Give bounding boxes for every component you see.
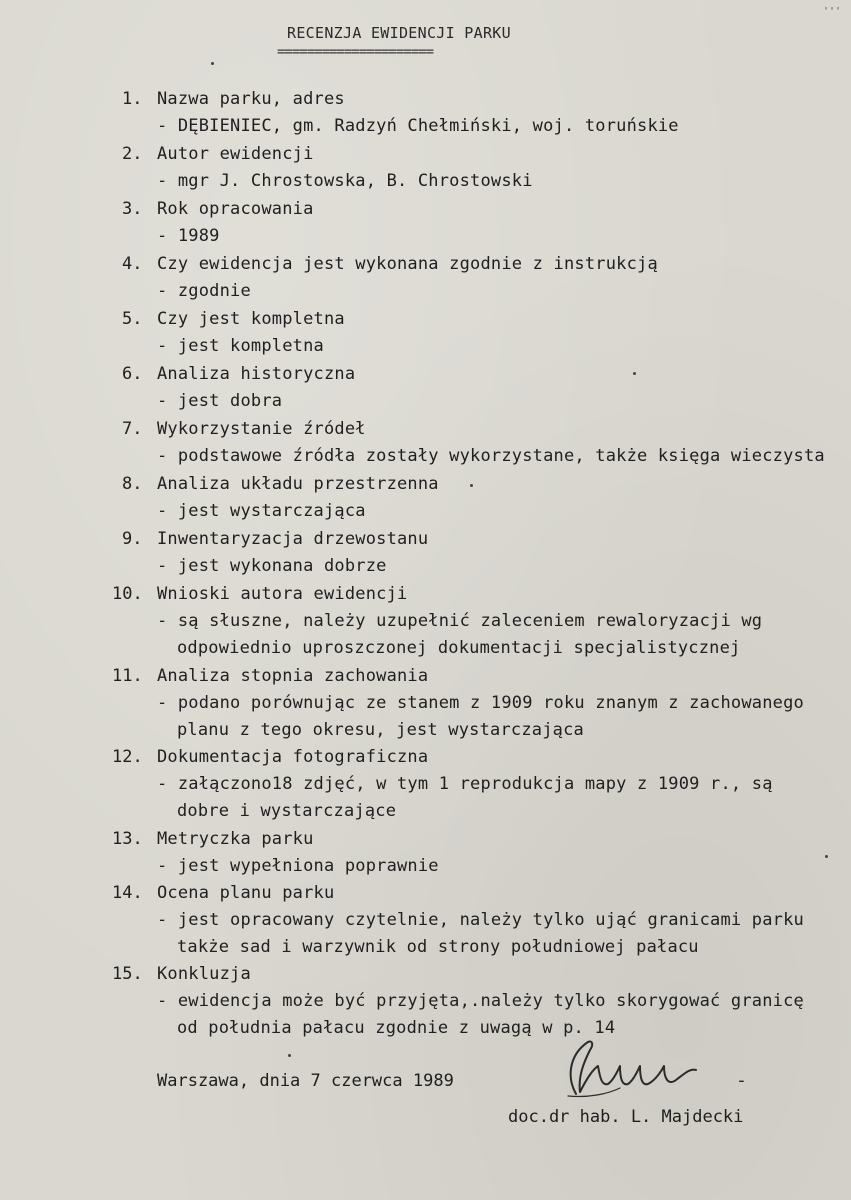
item-heading: Wykorzystanie źródeł: [157, 419, 366, 439]
item-number: 2.: [122, 144, 143, 164]
item-answer: - jest wystarczająca: [157, 501, 366, 521]
item-answer: odpowiednio uproszczonej dokumentacji specjalistycznej: [177, 638, 741, 658]
item-heading: Inwentaryzacja drzewostanu: [157, 529, 429, 549]
stray-mark: [470, 484, 473, 487]
item-number: 6.: [122, 364, 143, 384]
item-number: 14.: [112, 883, 143, 903]
item-heading: Analiza historyczna: [157, 364, 356, 384]
item-heading: Analiza układu przestrzenna: [157, 474, 439, 494]
signer-name: doc.dr hab. L. Majdecki: [508, 1107, 744, 1127]
item-answer: - jest opracowany czytelnie, należy tylko ująć granicami parku: [157, 910, 804, 930]
item-number: 4.: [122, 254, 143, 274]
handwritten-signature: [548, 1036, 758, 1106]
item-answer: - jest wykonana dobrze: [157, 556, 387, 576]
item-number: 8.: [122, 474, 143, 494]
item-answer: dobre i wystarczające: [177, 801, 397, 821]
place-and-date: Warszawa, dnia 7 czerwca 1989: [157, 1071, 454, 1091]
item-number: 15.: [112, 964, 143, 984]
item-heading: Czy jest kompletna: [157, 309, 345, 329]
item-heading: Analiza stopnia zachowania: [157, 666, 429, 686]
item-answer: planu z tego okresu, jest wystarczająca: [177, 720, 584, 740]
item-heading: Czy ewidencja jest wykonana zgodnie z instrukcją: [157, 254, 658, 274]
document-title: RECENZJA EWIDENCJI PARKU: [287, 24, 511, 42]
item-answer: - są słuszne, należy uzupełnić zaleceniem rewaloryzacji wg: [157, 611, 763, 631]
item-number: 5.: [122, 309, 143, 329]
item-answer: także sad i warzywnik od strony południowej pałacu: [177, 937, 699, 957]
stray-mark: [633, 372, 636, 375]
item-number: 12.: [112, 747, 143, 767]
item-number: 10.: [112, 584, 143, 604]
item-number: 1.: [122, 89, 143, 109]
item-answer: - mgr J. Chrostowska, B. Chrostowski: [157, 171, 533, 191]
item-answer: - zgodnie: [157, 281, 251, 301]
item-answer: - 1989: [157, 226, 220, 246]
item-answer: - jest wypełniona poprawnie: [157, 856, 439, 876]
item-answer: - jest kompletna: [157, 336, 324, 356]
item-answer: - DĘBIENIEC, gm. Radzyń Chełmiński, woj. toruńskie: [157, 116, 679, 136]
item-answer: - podano porównując ze stanem z 1909 roku znanym z zachowanego: [157, 693, 804, 713]
title-underline: =====================: [277, 44, 434, 60]
stray-mark: [211, 62, 214, 65]
item-answer: od południa pałacu zgodnie z uwagą w p. 14: [177, 1018, 616, 1038]
item-heading: Konkluzja: [157, 964, 251, 984]
item-number: 9.: [122, 529, 143, 549]
item-number: 3.: [122, 199, 143, 219]
stray-mark: [288, 1054, 291, 1057]
stray-mark: [825, 855, 828, 858]
item-heading: Ocena planu parku: [157, 883, 335, 903]
item-number: 7.: [122, 419, 143, 439]
item-number: 11.: [112, 666, 143, 686]
item-answer: - jest dobra: [157, 391, 283, 411]
item-number: 13.: [112, 829, 143, 849]
item-answer: - ewidencja może być przyjęta,.należy tylko skorygować granicę: [157, 991, 804, 1011]
item-heading: Autor ewidencji: [157, 144, 314, 164]
item-answer: - podstawowe źródła zostały wykorzystane, także księga wieczysta: [157, 446, 825, 466]
item-heading: Metryczka parku: [157, 829, 314, 849]
item-answer: - załączono18 zdjęć, w tym 1 reprodukcja mapy z 1909 r., są: [157, 774, 773, 794]
item-heading: Nazwa parku, adres: [157, 89, 345, 109]
item-heading: Wnioski autora ewidencji: [157, 584, 408, 604]
corner-mark: ''': [823, 6, 842, 17]
item-heading: Dokumentacja fotograficzna: [157, 747, 429, 767]
signature-dash: -: [736, 1070, 747, 1091]
item-heading: Rok opracowania: [157, 199, 314, 219]
